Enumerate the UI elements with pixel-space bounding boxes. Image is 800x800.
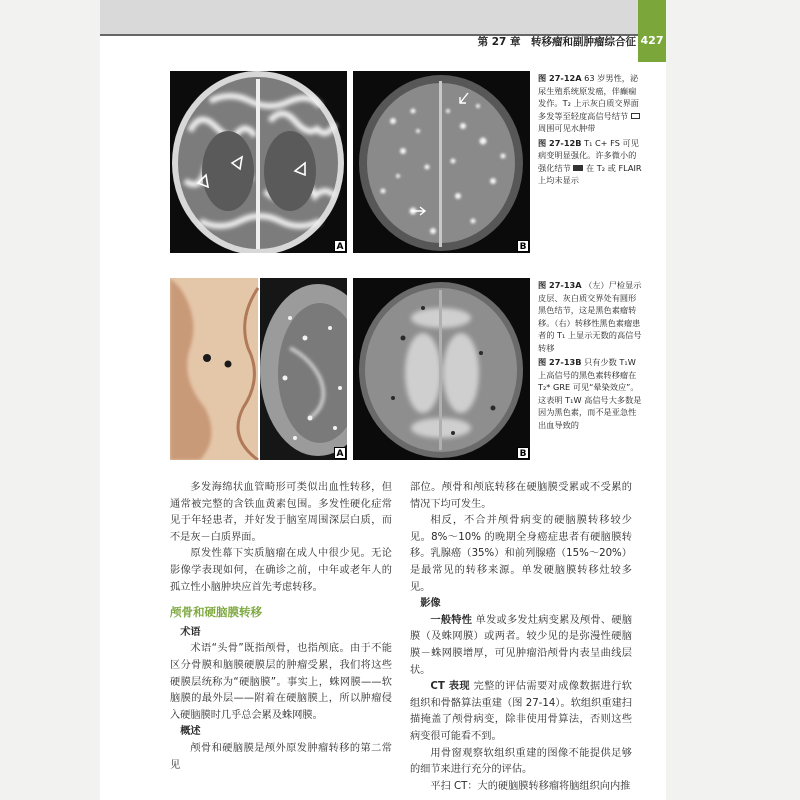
paragraph: 相反，不合并颅骨病变的硬脑膜转移较少见。8%～10% 的晚期全身癌症患者有硬脑膜转移。乳腺癌（35%）和前列腺癌（15%～20%）是最常见的转移来源。单发硬脑膜转移灶较多见。	[410, 515, 632, 593]
caption-label: 图 27-12B	[538, 137, 582, 148]
figure-27-13b	[353, 278, 530, 460]
paragraph: 多发海绵状血管畸形可类似出血性转移，但通常被完整的含铁血黄素包围。多发性硬化症常见于年轻患者，并好发于脑室周围深层白质，而不是灰－白质界面。	[170, 482, 392, 543]
subheading-overview: 概述	[180, 726, 201, 738]
caption-label: 图 27-13A	[538, 280, 582, 290]
paragraph: 部位。颅骨和颅底转移在硬脑膜受累或不受累的情况下均可发生。	[410, 482, 632, 510]
subheading-imaging: 影像	[420, 598, 441, 610]
runin-text: 完整的评估需要对成像数据进行软组织和骨骼算法重建（图 27-14）。软组织重建扫描掩盖了颅骨病变，除非使用骨算法，否则这些病变很可能看不到。	[410, 681, 632, 742]
runin-label: CT 表现	[430, 681, 470, 693]
paragraph: 原发性幕下实质脑瘤在成人中很少见。无论影像学表现如何，在确诊之前，中年或老年人的孤立性小脑肿块应首先考虑转移。	[170, 548, 392, 593]
paragraph-general-features	[410, 613, 632, 679]
caption-figure-27-13	[538, 279, 642, 433]
figure-label: B	[517, 240, 529, 252]
paragraph: 平扫 CT：大的硬脑膜转移瘤将脑组织向内推	[430, 780, 631, 792]
caption-27-12b	[538, 137, 642, 187]
caption-text: 周围可见水肿带	[538, 123, 596, 133]
paragraph: 颅骨和硬脑膜是颅外原发肿瘤转移的第二常见	[170, 742, 392, 771]
caption-text: 在 T₂ 或 FLAIR 上均未显示	[538, 162, 642, 185]
paragraph: 用骨窗观察软组织重建的图像不能提供足够的细节来进行充分的评估。	[410, 747, 632, 776]
figure-27-12b	[353, 71, 530, 253]
section-title: 颅骨和硬脑膜转移	[170, 605, 262, 620]
caption-27-13b	[538, 356, 642, 431]
figure-label: A	[334, 240, 346, 252]
caption-text: （左）尸检显示皮层、灰白质交界处有圆形黑色结节，这是黑色素瘤转移。（右）转移性黑色素瘤患者的 T₁ 上显示无数的高信号转移	[538, 280, 642, 353]
caption-figure-27-12	[538, 72, 642, 189]
right-column	[410, 480, 632, 795]
page-number-tab	[638, 0, 666, 62]
page-number: 427	[640, 34, 664, 47]
paragraph-ct-findings	[410, 679, 632, 745]
open-arrow-symbol	[631, 113, 640, 119]
runin-label: 一般特性	[430, 614, 473, 626]
caption-label: 图 27-13B	[538, 357, 582, 367]
subheading-terminology: 术语	[180, 626, 201, 638]
caption-text: T₁ C+ FS 可见病变明显强化。许多微小的强化结节	[538, 137, 639, 173]
chapter-title: 第 27 章 转移瘤和副肿瘤综合征	[477, 36, 636, 48]
caption-27-13a	[538, 279, 642, 354]
figure-label: A	[334, 447, 346, 459]
caption-text: 63 岁男性，泌尿生殖系统原发癌，伴癫痫发作。T₂ 上示灰白质交界面多发等至轻度高信号结节	[538, 73, 639, 121]
figure-27-12a	[170, 71, 347, 253]
caption-label: 图 27-12A	[538, 73, 582, 83]
header-band	[100, 0, 638, 34]
caption-27-12a	[538, 72, 642, 135]
figure-label: B	[517, 447, 529, 459]
left-column	[170, 480, 392, 774]
paragraph: 术语“头骨”既指颅骨，也指颅底。由于不能区分骨膜和脑膜硬膜层的肿瘤受累，我们将这些硬膜层统称为“硬脑膜”。事实上，蛛网膜——软脑膜的最外层——附着在硬脑膜上，所以肿瘤侵入硬脑膜时几乎总会累及蛛网膜。	[170, 643, 392, 721]
figure-27-13a	[170, 278, 347, 460]
runin-text: 单发或多发灶病变累及颅骨、硬脑膜（及蛛网膜）或两者。较少见的是弥漫性硬脑膜－蛛网膜增厚，可见肿瘤沿颅骨内表呈曲线层状。	[410, 614, 633, 676]
caption-text: 只有少数 T₁W 上高信号的黑色素转移瘤在 T₂* GRE 可见“晕染效应”。这表明 T₁W 高信号大多数是因为黑色素，而不是亚急性出血导致的	[538, 357, 642, 430]
solid-arrow-symbol	[573, 165, 583, 171]
